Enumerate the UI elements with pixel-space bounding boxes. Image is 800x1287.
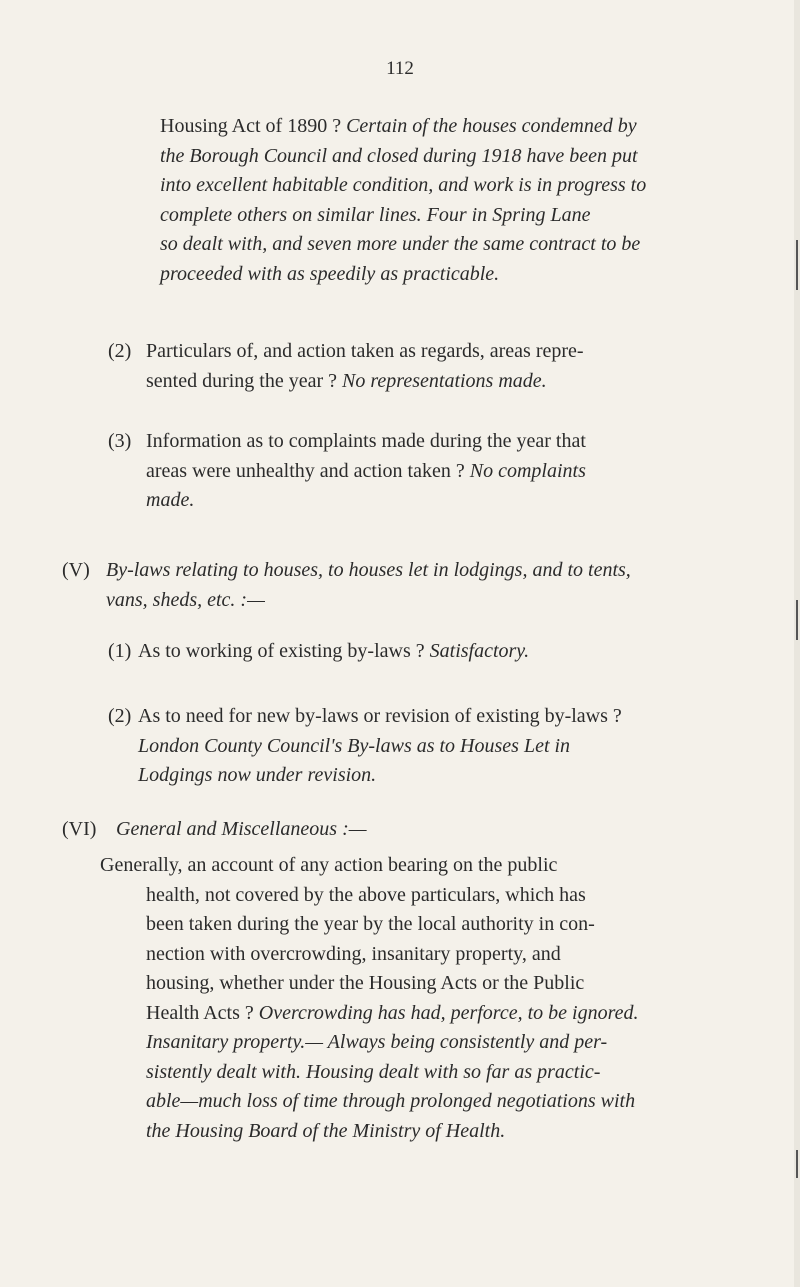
answer-text: Lodgings now under revision.: [138, 764, 377, 786]
question-text: As to need for new by-laws or revision of existing by-laws ?: [138, 705, 622, 727]
answer-text: Satisfactory.: [429, 640, 530, 662]
answer-text: proceeded with as speedily as practicable.: [160, 262, 500, 285]
section-heading: By-laws relating to houses, to houses let in lodgings, and to tents,: [106, 559, 631, 581]
page-edge: [794, 0, 800, 1287]
section-v-heading: [62, 556, 777, 615]
question-text: Health Acts ?: [146, 1001, 259, 1024]
section-vi-paragraph: [100, 851, 780, 1146]
edge-mark: [796, 600, 798, 640]
section-v-item-1: [108, 637, 778, 667]
paragraph-line: health, not covered by the above particulars, which has: [146, 883, 586, 906]
housing-act-1890-paragraph: [160, 112, 770, 289]
answer-text: the Housing Board of the Ministry of Health.: [146, 1119, 506, 1142]
answer-text: No representations made.: [342, 369, 547, 392]
paragraph-line: Generally, an account of any action bearing on the public: [100, 854, 558, 876]
question-text: As to working of existing by-laws ?: [138, 640, 430, 662]
section-heading: vans, sheds, etc. :—: [106, 588, 265, 611]
section-heading: General and Miscellaneous :—: [116, 818, 367, 840]
answer-text: Insanitary property.— Always being consistently and per-: [146, 1031, 608, 1053]
item-number: (2): [108, 705, 132, 727]
answer-text: sistently dealt with. Housing dealt with so far as practic-: [146, 1060, 601, 1083]
paragraph-line: housing, whether under the Housing Acts or the Public: [146, 972, 585, 994]
page-number: 112: [386, 58, 414, 79]
answer-text: complete others on similar lines. Four in Spring Lane: [160, 203, 591, 226]
answer-text: into excellent habitable condition, and work is in progress to: [160, 174, 647, 196]
item-number: (3): [108, 430, 132, 452]
section-number: (VI): [62, 818, 97, 840]
question-text: Housing Act of 1890 ?: [160, 115, 347, 137]
item-number: (1): [108, 640, 132, 662]
edge-mark: [796, 1150, 798, 1178]
answer-text: so dealt with, and seven more under the same contract to be: [160, 233, 641, 255]
section-vi-heading: [62, 815, 777, 845]
item-3-complaints: [108, 427, 778, 516]
question-text: Information as to complaints made during the year that: [146, 430, 586, 452]
answer-text: London County Council's By-laws as to Houses Let in: [138, 734, 571, 757]
answer-text: Overcrowding has had, perforce, to be ignored.: [258, 1001, 639, 1024]
answer-text: Certain of the houses condemned by: [346, 115, 637, 137]
question-text: areas were unhealthy and action taken ?: [146, 459, 470, 482]
paragraph-line: been taken during the year by the local authority in con-: [146, 913, 595, 935]
answer-text: able—much loss of time through prolonged negotiations with: [146, 1090, 636, 1112]
question-text: sented during the year ?: [146, 369, 343, 392]
section-number: (V): [62, 559, 90, 581]
answer-text: No complaints: [469, 459, 586, 482]
answer-text: the Borough Council and closed during 1918 have been put: [160, 144, 638, 167]
question-text: Particulars of, and action taken as regards, areas repre-: [146, 340, 584, 362]
section-v-item-2: [108, 702, 778, 791]
item-number: (2): [108, 340, 132, 362]
paragraph-line: nection with overcrowding, insanitary property, and: [146, 942, 561, 965]
item-2-areas-represented: [108, 337, 778, 396]
answer-text: made.: [146, 489, 195, 511]
edge-mark: [796, 240, 798, 290]
